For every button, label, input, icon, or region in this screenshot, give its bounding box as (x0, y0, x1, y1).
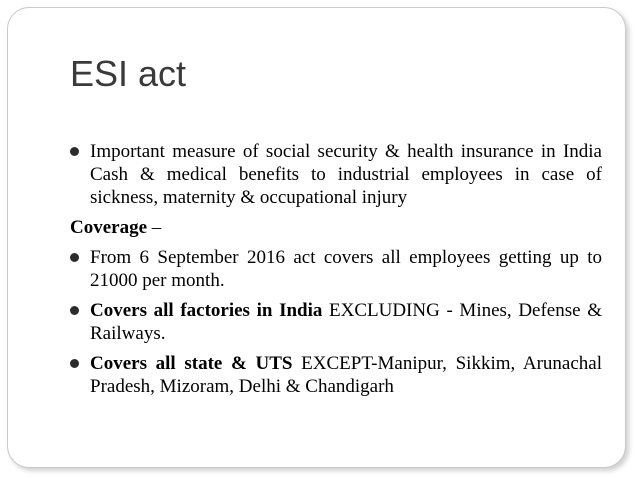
slide-body (70, 140, 602, 405)
bullet-dot-icon (70, 306, 79, 315)
slide-title: ESI act (70, 53, 187, 94)
coverage-dash: – (147, 217, 162, 238)
bullet-text: From 6 September 2016 act covers all employees getting up to 21000 per month. (90, 247, 602, 291)
bullet-text: EXCLUDING - Mines, Defense & Railways. (90, 300, 602, 344)
bullet-item-states (70, 352, 602, 398)
bullet-text: EXCEPT-Manipur, Sikkim, Arunachal Pradesh, Mizoram, Delhi & Chandigarh (90, 353, 603, 397)
bullet-item-factories (70, 299, 602, 345)
bullet-item-salary-limit (70, 246, 602, 292)
coverage-heading (70, 216, 602, 239)
bullet-dot-icon (70, 253, 79, 262)
bullet-bold-text: Covers all state & UTS (90, 353, 293, 374)
coverage-label: Coverage (70, 217, 148, 238)
bullet-bold-text: Covers all factories in India (90, 300, 323, 321)
bullet-dot-icon (70, 359, 79, 368)
bullet-text: Important measure of social security & health insurance in India Cash & medical benefits to industrial employees in case of sickness, maternity & occupational injury (90, 141, 602, 208)
bullet-dot-icon (70, 147, 79, 156)
bullet-item-measure (70, 140, 602, 209)
